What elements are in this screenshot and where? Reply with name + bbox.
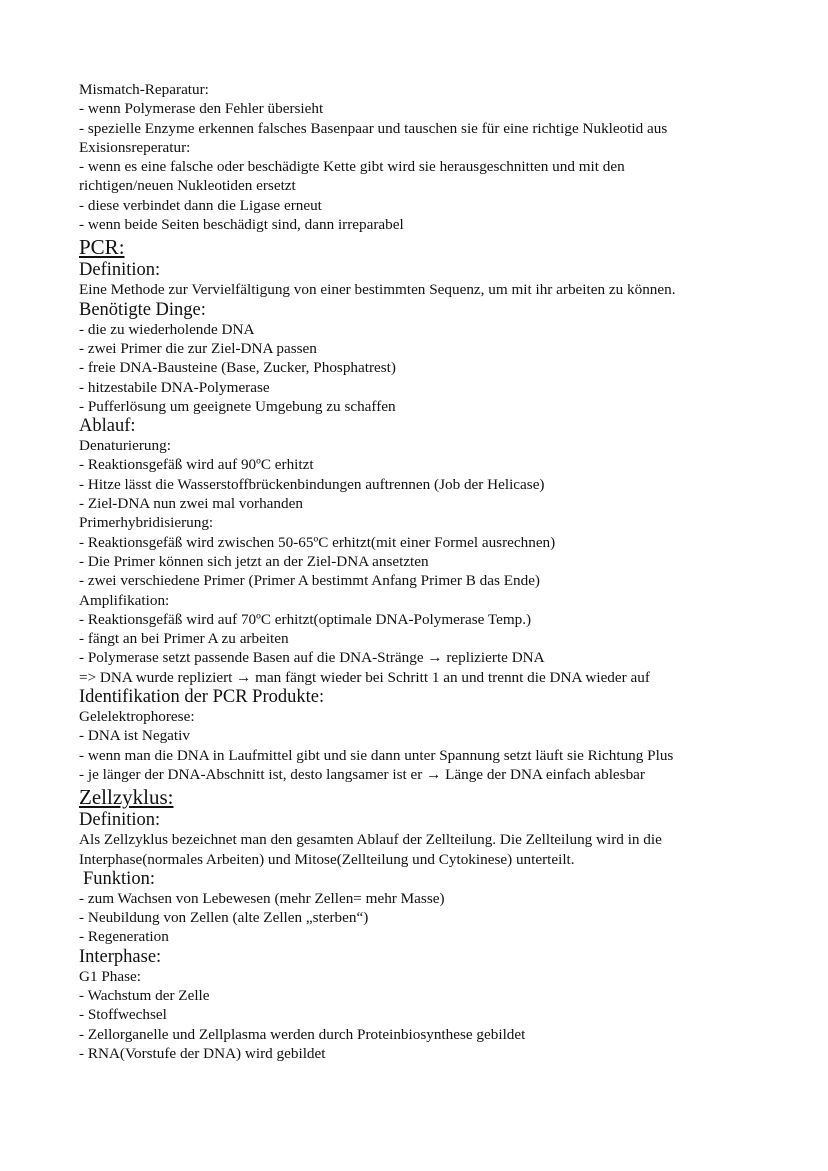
subheading-definition: Definition: [79,260,161,281]
document-page [79,80,779,1063]
bullet-line: - freie DNA-Bausteine (Base, Zucker, Phosphatrest) [79,359,396,377]
bullet-line: - zwei verschiedene Primer (Primer A bestimmt Anfang Primer B das Ende) [79,572,540,590]
bullet-line: - spezielle Enzyme erkennen falsches Basenpaar und tauschen sie für eine richtige Nukleotid aus [79,119,668,137]
text-line: Amplifikation: [79,591,170,609]
text-line: Denaturierung: [79,437,171,455]
subheading-ablauf: Ablauf: [79,416,136,437]
text-line: Eine Methode zur Vervielfältigung von einer bestimmten Sequenz, um mit ihr arbeiten zu können. [79,281,676,299]
bullet-line: - Ziel-DNA nun zwei mal vorhanden [79,495,303,513]
subheading-definition: Definition: [79,810,161,831]
text-line: Gelelektrophorese: [79,708,195,726]
text-line: Exisionsreperatur: [79,138,191,156]
bullet-line: - wenn es eine falsche oder beschädigte Kette gibt wird sie herausgeschnitten und mit den [79,158,625,176]
bullet-line: - wenn Polymerase den Fehler übersieht [79,100,324,118]
bullet-line: - Hitze lässt die Wasserstoffbrückenbindungen auftrennen (Job der Helicase) [79,475,545,493]
subheading-benoetigte-dinge: Benötigte Dinge: [79,299,206,320]
bullet-line: - die zu wiederholende DNA [79,320,255,338]
text-line: Als Zellzyklus bezeichnet man den gesamten Ablauf der Zellteilung. Die Zellteilung wird in die [79,831,662,849]
section-heading-zellzyklus: Zellzyklus: [79,785,174,810]
bullet-line: - je länger der DNA-Abschnitt ist, desto langsamer ist er → Länge der DNA einfach ablesbar [79,765,645,783]
subheading-funktion: Funktion: [83,868,155,889]
bullet-line: - Polymerase setzt passende Basen auf die DNA-Stränge → replizierte DNA [79,649,545,667]
bullet-line: - RNA(Vorstufe der DNA) wird gebildet [79,1044,326,1062]
bullet-line: - diese verbindet dann die Ligase erneut [79,196,322,214]
bullet-line: - wenn man die DNA in Laufmittel gibt und sie dann unter Spannung setzt läuft sie Richtung Plus [79,746,674,764]
bullet-line: - Stoffwechsel [79,1006,167,1024]
bullet-line: - fängt an bei Primer A zu arbeiten [79,630,289,648]
subheading-identifikation: Identifikation der PCR Produkte: [79,687,325,708]
text-line: Primerhybridisierung: [79,514,214,532]
text-line: richtigen/neuen Nukleotiden ersetzt [79,177,296,195]
bullet-line: - DNA ist Negativ [79,727,190,745]
bullet-line: - Neubildung von Zellen (alte Zellen „sterben“) [79,909,369,927]
bullet-line: - zwei Primer die zur Ziel-DNA passen [79,339,317,357]
subheading-interphase: Interphase: [79,946,162,967]
bullet-line: - zum Wachsen von Lebewesen (mehr Zellen= mehr Masse) [79,889,445,907]
text-line: G1 Phase: [79,967,142,985]
bullet-line: - Reaktionsgefäß wird auf 70ºC erhitzt(optimale DNA-Polymerase Temp.) [79,610,532,628]
bullet-line: - wenn beide Seiten beschädigt sind, dann irreparabel [79,216,404,234]
text-line: => DNA wurde repliziert → man fängt wieder bei Schritt 1 an und trennt die DNA wieder auf [79,668,650,686]
bullet-line: - Reaktionsgefäß wird auf 90ºC erhitzt [79,456,314,474]
bullet-line: - Zellorganelle und Zellplasma werden durch Proteinbiosynthese gebildet [79,1025,526,1043]
bullet-line: - hitzestabile DNA-Polymerase [79,378,270,396]
bullet-line: - Die Primer können sich jetzt an der Ziel-DNA ansetzten [79,552,429,570]
bullet-line: - Reaktionsgefäß wird zwischen 50-65ºC erhitzt(mit einer Formel ausrechnen) [79,533,556,551]
bullet-line: - Regeneration [79,928,169,946]
text-line: Mismatch-Reparatur: [79,81,209,98]
section-heading-pcr: PCR: [79,235,125,260]
text-line: Interphase(normales Arbeiten) und Mitose(Zellteilung und Cytokinese) unterteilt. [79,850,575,868]
bullet-line: - Wachstum der Zelle [79,986,210,1004]
bullet-line: - Pufferlösung um geeignete Umgebung zu schaffen [79,397,396,415]
